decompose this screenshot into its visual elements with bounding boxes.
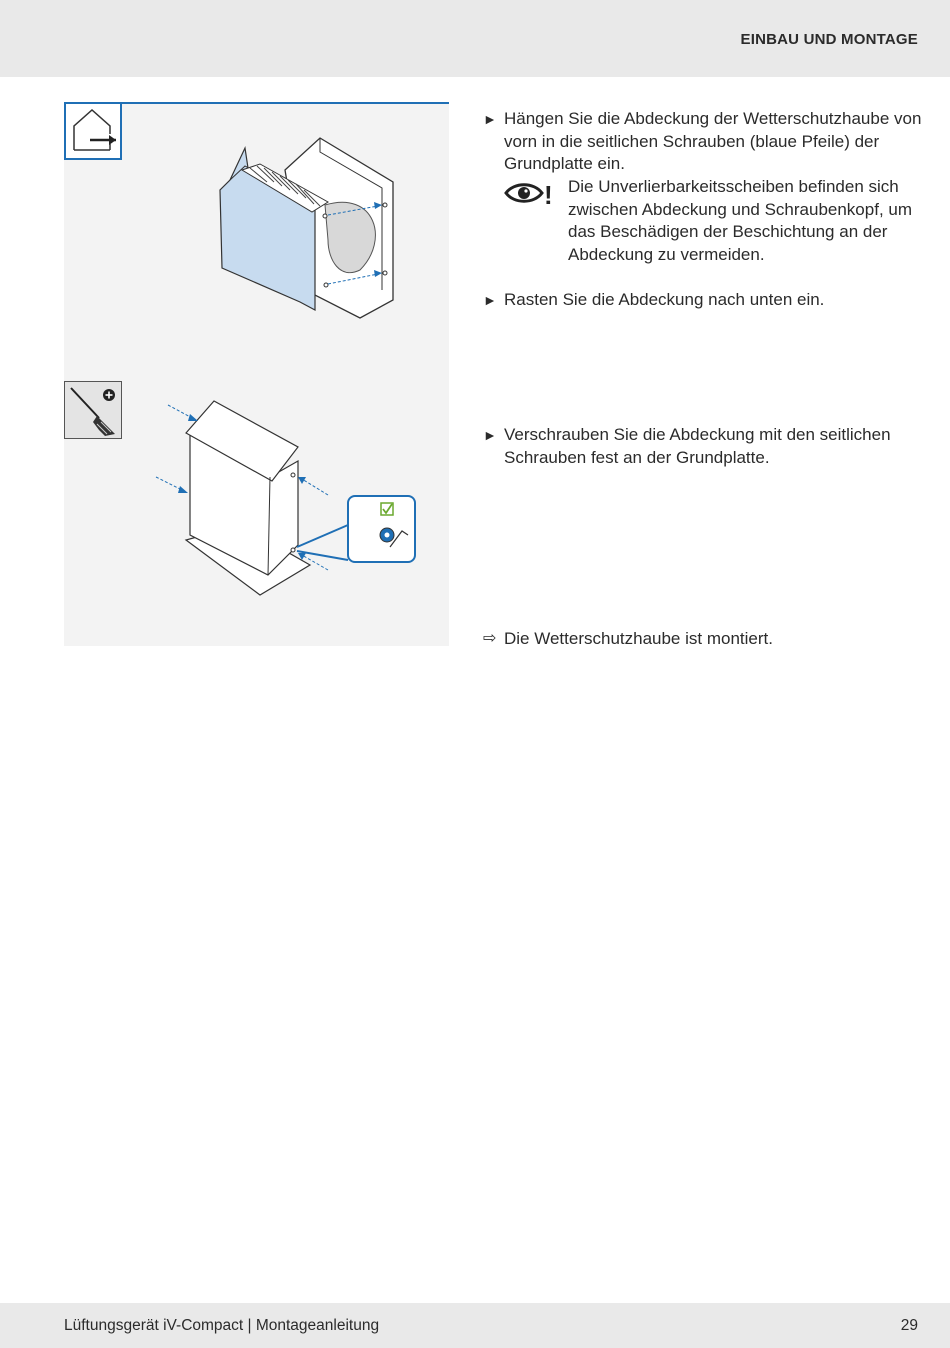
instruction-step-2 (483, 289, 923, 312)
page-number: 29 (900, 1317, 918, 1334)
step-text: Rasten Sie die Abdeckung nach unten ein. (504, 290, 825, 309)
note-text: Die Unverlierbarkeitsscheiben befinden sich zwischen Abdeckung und Schraubenkopf, um das Beschädigen der Beschichtung an der Abdeckung zu vermeiden. (568, 177, 913, 265)
screwdriver-plus-icon (64, 381, 122, 439)
cover-screwing-illustration (150, 395, 425, 600)
result-arrow-icon: ⇨ (483, 630, 497, 647)
result-line (483, 628, 923, 651)
document-title: Lüftungsgerät iV-Compact | Montageanleitung (64, 1317, 380, 1334)
step-arrow-icon: ► (483, 292, 497, 308)
step-text: Verschrauben Sie die Abdeckung mit den seitlichen Schrauben fest an der Grundplatte. (504, 425, 891, 467)
step-text: Hängen Sie die Abdeckung der Wetterschutzhaube von vorn in die seitlichen Schrauben (blaue Pfeile) der Grundplatte ein. (504, 109, 922, 174)
cover-hanging-illustration (200, 130, 415, 330)
instruction-step-1 (483, 108, 923, 176)
page-header (0, 0, 950, 77)
step-arrow-icon: ► (483, 427, 497, 443)
instruction-step-3 (483, 424, 923, 469)
exclamation-mark: ! (544, 180, 553, 208)
eye-warning-icon (504, 178, 556, 208)
step-arrow-icon: ► (483, 111, 497, 127)
page-footer (0, 1303, 950, 1348)
result-text: Die Wetterschutzhaube ist montiert. (504, 629, 773, 648)
section-title: EINBAU UND MONTAGE (740, 31, 918, 48)
house-exit-arrow-icon (64, 102, 122, 160)
warning-note (504, 176, 924, 267)
